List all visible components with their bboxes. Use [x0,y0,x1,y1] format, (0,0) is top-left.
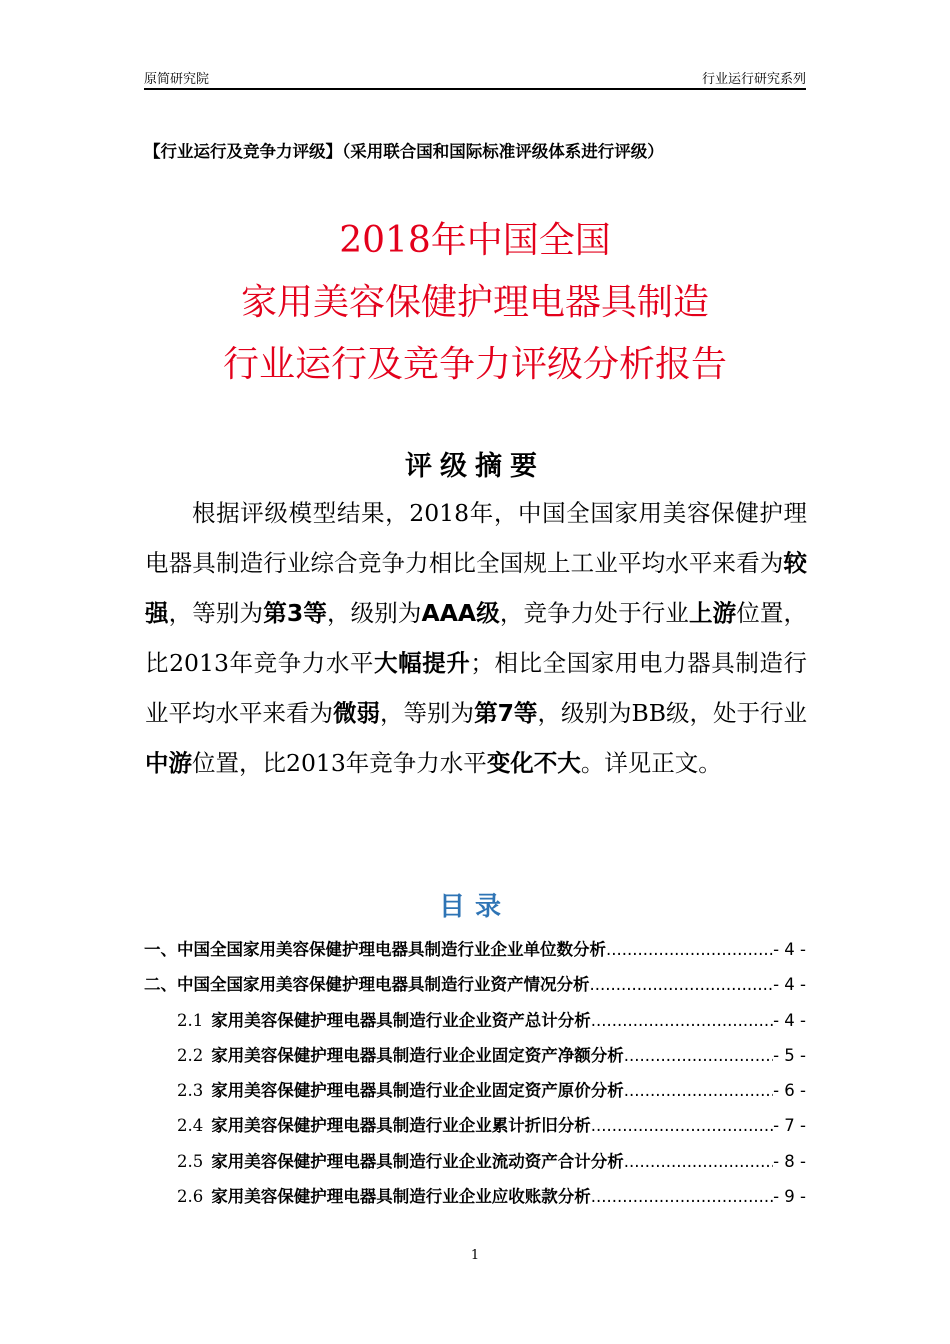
toc-entry-number: 2.2 [177,1045,204,1065]
toc-leader-dots [624,1152,773,1171]
toc-entry[interactable] [144,971,806,1006]
title-line: 家用美容保健护理电器具制造 [240,282,709,323]
report-title [0,210,950,396]
toc-entry-page: - 7 - [773,1116,806,1136]
toc-entry[interactable] [144,1112,806,1147]
toc-entry-page: - 8 - [773,1151,806,1171]
text: 。详见正文。 [580,749,722,777]
emphasis: 第3等 [263,599,327,627]
text: ；相比全国家用电力器具制造行业平均水平来看为 [145,649,808,727]
text: ，竞争力处于行业 [499,599,689,627]
title-line: 2018年中国全国 [339,220,611,261]
emphasis: 微弱 [333,699,381,727]
toc-entry-page: - 4 - [773,975,806,995]
page-number: 1 [470,1248,480,1263]
toc-leader-dots [624,1081,773,1100]
toc-leader-dots [590,975,774,994]
text: ，级别为BB级，处于行业 [537,699,808,727]
toc-entry[interactable] [144,936,806,971]
emphasis: 大幅提升 [374,649,471,677]
text: ，等别为 [380,699,475,727]
header-series: 行业运行研究系列 [701,72,806,87]
toc-entry-title: 家用美容保健护理电器具制造行业企业固定资产原价分析 [211,1081,624,1101]
text: 位置，比2013年竞争力水平 [145,599,808,677]
toc-entry-title: 一、中国全国家用美容保健护理电器具制造行业企业单位数分析 [144,940,606,959]
toc-entry-title: 家用美容保健护理电器具制造行业企业流动资产合计分析 [211,1151,624,1171]
toc-entry-page: - 4 - [773,1010,806,1030]
emphasis: AAA级 [421,599,500,627]
text: ，等别为 [168,599,264,627]
toc-leader-dots [591,1011,773,1030]
toc-entry-page: - 4 - [773,940,806,959]
summary-paragraph [145,488,807,788]
toc-heading: 目录 [438,892,511,922]
toc-entry-page: - 9 - [773,1187,806,1207]
toc-entry-number: 2.6 [177,1187,204,1207]
toc-entry-number: 2.3 [177,1081,204,1101]
toc-entry-page: - 6 - [773,1081,806,1101]
text: 根据评级模型结果，2018年，中国全国家用美容保健护理电器具制造行业综合竞争力相比全国规上工业平均水平来看为 [145,499,807,577]
text: 位置，比2013年竞争力水平 [192,749,487,777]
toc-entry-title: 家用美容保健护理电器具制造行业企业固定资产净额分析 [211,1045,624,1065]
toc-entry-title: 家用美容保健护理电器具制造行业企业累计折旧分析 [211,1116,591,1136]
toc-entry-title: 家用美容保健护理电器具制造行业企业应收账款分析 [211,1187,591,1207]
page-header [144,68,806,90]
toc-entry-title: 家用美容保健护理电器具制造行业企业资产总计分析 [211,1010,591,1030]
toc-entry-number: 2.4 [177,1116,204,1136]
toc-entry-page: - 5 - [773,1045,806,1065]
title-line: 行业运行及竞争力评级分析报告 [222,344,727,385]
toc-entry[interactable] [144,1183,806,1218]
emphasis: 上游 [688,599,737,627]
toc-entry[interactable] [144,1042,806,1077]
toc-leader-dots [591,1116,773,1135]
emphasis: 第7等 [474,699,538,727]
header-org: 原简研究院 [144,72,210,87]
text: ，级别为 [326,599,422,627]
toc-entry-title: 二、中国全国家用美容保健护理电器具制造行业资产情况分析 [144,975,590,995]
toc-entry-number: 2.1 [177,1010,204,1030]
toc-entry[interactable] [144,1148,806,1183]
table-of-contents [144,936,806,1218]
toc-leader-dots [591,1187,773,1206]
toc-entry[interactable] [144,1077,806,1112]
toc-entry[interactable] [144,1007,806,1042]
emphasis: 变化不大 [486,749,581,777]
toc-leader-dots [624,1046,773,1065]
report-tagline: 【行业运行及竞争力评级】（采用联合国和国际标准评级体系进行评级） [144,142,664,161]
summary-heading: 评级摘要 [405,451,545,482]
emphasis: 较强 [145,549,807,627]
toc-entry-number: 2.5 [177,1151,204,1171]
toc-leader-dots [606,940,773,959]
emphasis: 中游 [145,749,192,777]
